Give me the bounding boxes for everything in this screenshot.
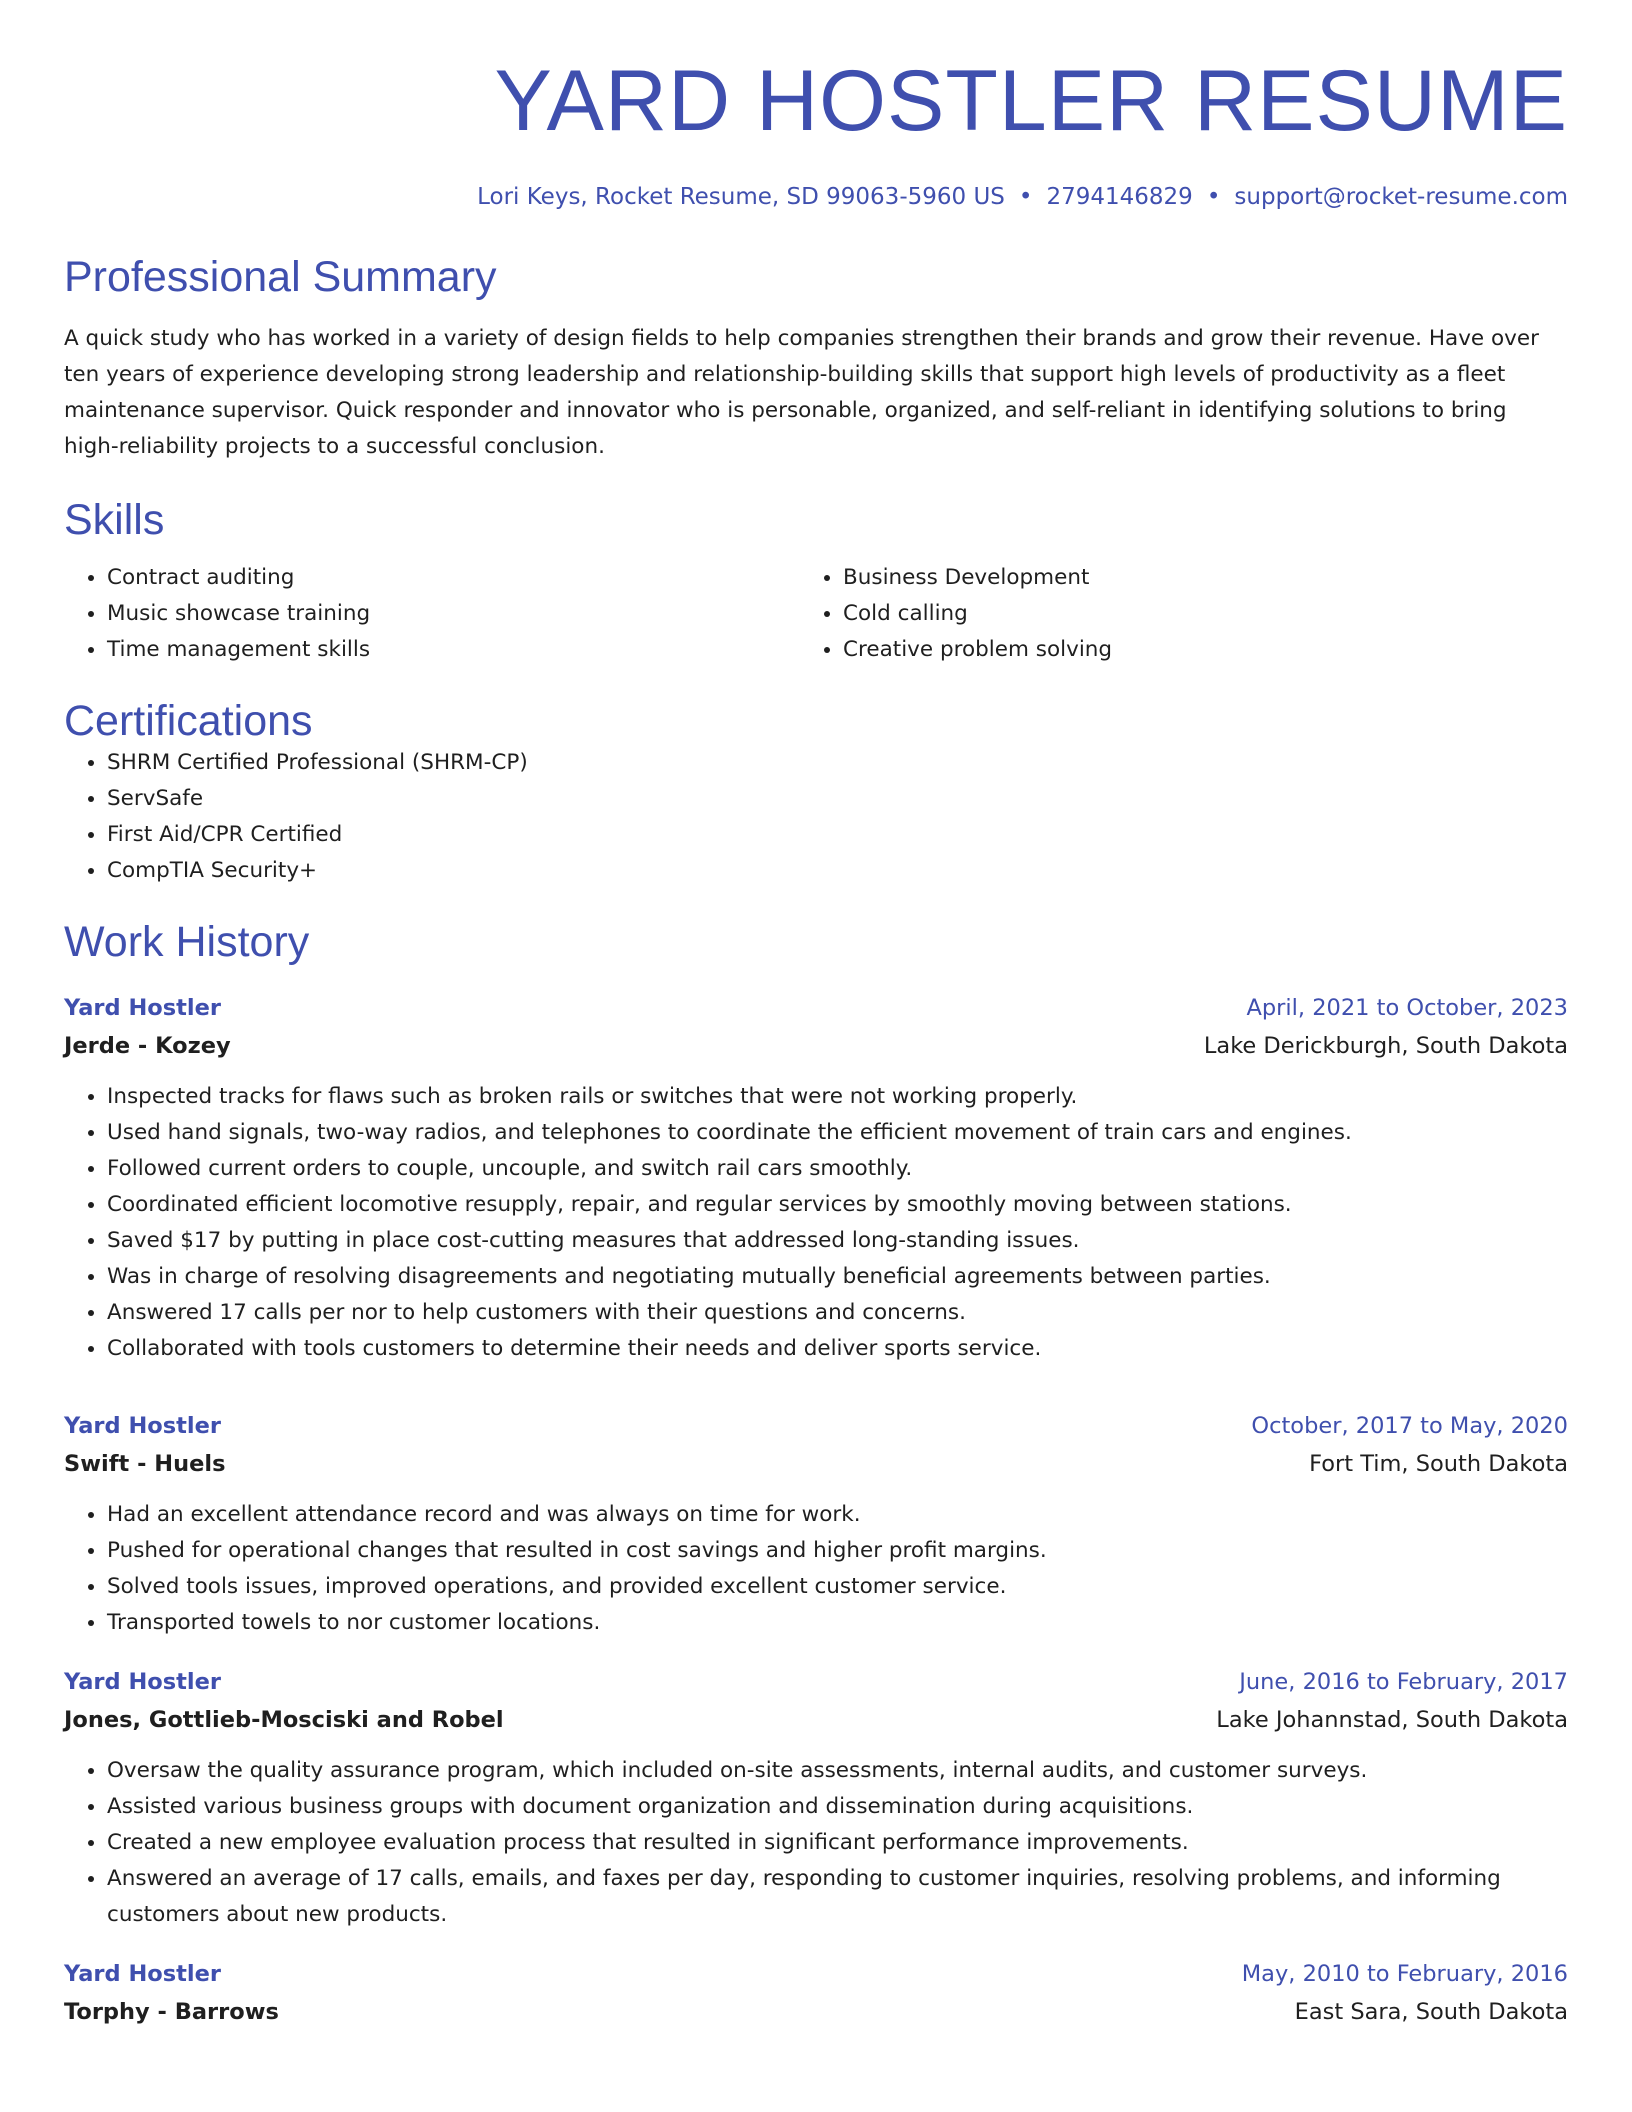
skill-item: • Creative problem solving xyxy=(843,632,1568,668)
job-title: Yard Hostler xyxy=(64,1960,221,1987)
job-company-row xyxy=(64,1701,1568,1739)
job-duties-list xyxy=(64,1497,1568,1641)
job-duty-item: • Coordinated efficient locomotive resupply, repair, and regular services by smoothly moving between stations. xyxy=(107,1187,1568,1223)
job-company: Swift - Huels xyxy=(64,1450,226,1477)
job-entry xyxy=(64,989,1568,1367)
job-header-row xyxy=(64,989,1568,1027)
job-duty-item: • Answered 17 calls per nor to help customers with their questions and concerns. xyxy=(107,1295,1568,1331)
job-duties-list xyxy=(64,1079,1568,1367)
job-header-row xyxy=(64,1955,1568,1993)
job-duty-item: • Oversaw the quality assurance program, which included on-site assessments, internal audits, and customer surveys. xyxy=(107,1753,1568,1789)
job-dates: June, 2016 to February, 2017 xyxy=(1239,1668,1568,1695)
contact-line xyxy=(64,184,1568,212)
job-location: Lake Derickburgh, South Dakota xyxy=(1203,1032,1568,1059)
job-header-row xyxy=(64,1407,1568,1445)
contact-address: Lori Keys, Rocket Resume, SD 99063-5960 US xyxy=(477,184,1005,210)
job-duty-item: • Transported towels to nor customer locations. xyxy=(107,1605,1568,1641)
job-header-row xyxy=(64,1663,1568,1701)
job-dates: October, 2017 to May, 2020 xyxy=(1251,1412,1568,1439)
job-dates: May, 2010 to February, 2016 xyxy=(1241,1960,1568,1987)
skills-list-right xyxy=(800,560,1568,668)
certification-item: • CompTIA Security+ xyxy=(107,853,1568,889)
job-title: Yard Hostler xyxy=(64,994,221,1021)
skill-item: • Cold calling xyxy=(843,596,1568,632)
job-title: Yard Hostler xyxy=(64,1668,221,1695)
job-duty-item: • Solved tools issues, improved operations, and provided excellent customer service. xyxy=(107,1569,1568,1605)
contact-email: support@rocket-resume.com xyxy=(1234,184,1568,210)
job-duty-item: • Was in charge of resolving disagreements and negotiating mutually beneficial agreements between parties. xyxy=(107,1259,1568,1295)
certifications-heading: Certifications xyxy=(64,697,313,746)
skill-item: • Business Development xyxy=(843,560,1568,596)
job-entry xyxy=(64,1663,1568,1933)
skill-item: • Music showcase training xyxy=(107,596,800,632)
work-history-heading: Work History xyxy=(64,918,310,967)
job-duty-item: • Created a new employee evaluation process that resulted in significant performance improvements. xyxy=(107,1825,1568,1861)
job-entry xyxy=(64,1955,1568,2031)
job-duty-item: • Pushed for operational changes that resulted in cost savings and higher profit margins. xyxy=(107,1533,1568,1569)
job-company-row xyxy=(64,1445,1568,1483)
job-company-row xyxy=(64,1027,1568,1065)
job-duty-item: • Inspected tracks for flaws such as broken rails or switches that were not working properly. xyxy=(107,1079,1568,1115)
certification-item: • ServSafe xyxy=(107,781,1568,817)
skills-heading: Skills xyxy=(64,495,165,544)
job-duty-item: • Assisted various business groups with document organization and dissemination during acquisitions. xyxy=(107,1789,1568,1825)
job-duties-list xyxy=(64,1753,1568,1933)
summary-text: A quick study who has worked in a variety of design fields to help companies strengthen their brands and grow their revenue. Have over ten years of experience developing strong leadership and relationship-building skills that support high levels of productivity as a fleet maintenance supervisor. Quick responder and innovator who is personable, organized, and self-reliant in identifying solutions to bring high-reliability projects to a successful conclusion. xyxy=(64,325,1539,459)
job-company: Jerde - Kozey xyxy=(64,1032,231,1059)
certification-item: • First Aid/CPR Certified xyxy=(107,817,1568,853)
skill-item: • Contract auditing xyxy=(107,560,800,596)
skill-item: • Time management skills xyxy=(107,632,800,668)
job-duty-item: • Saved $17 by putting in place cost-cutting measures that addressed long-standing issues. xyxy=(107,1223,1568,1259)
job-company-row xyxy=(64,1993,1568,2031)
job-location: Lake Johannstad, South Dakota xyxy=(1216,1706,1568,1733)
job-duty-item: • Followed current orders to couple, uncouple, and switch rail cars smoothly. xyxy=(107,1151,1568,1187)
job-entry xyxy=(64,1407,1568,1641)
certification-item: • SHRM Certified Professional (SHRM-CP) xyxy=(107,745,1568,781)
job-title: Yard Hostler xyxy=(64,1412,221,1439)
certifications-list xyxy=(64,745,1568,889)
summary-heading: Professional Summary xyxy=(64,252,497,301)
skills-list-left xyxy=(64,560,800,668)
skills-grid xyxy=(64,560,1568,668)
resume-title: YARD HOSTLER RESUME xyxy=(494,53,1568,149)
job-duty-item: • Answered an average of 17 calls, emails, and faxes per day, responding to customer inquiries, resolving problems, and informing customers about new products. xyxy=(107,1861,1568,1933)
job-duty-item: • Used hand signals, two-way radios, and telephones to coordinate the efficient movement of train cars and engines. xyxy=(107,1115,1568,1151)
job-duty-item: • Had an excellent attendance record and was always on time for work. xyxy=(107,1497,1568,1533)
job-duty-item: • Collaborated with tools customers to determine their needs and deliver sports service. xyxy=(107,1331,1568,1367)
job-dates: April, 2021 to October, 2023 xyxy=(1246,994,1568,1021)
job-location: East Sara, South Dakota xyxy=(1294,1998,1568,2025)
contact-separator: • xyxy=(1018,184,1033,210)
job-location: Fort Tim, South Dakota xyxy=(1309,1450,1568,1477)
contact-separator: • xyxy=(1206,184,1221,210)
contact-phone: 2794146829 xyxy=(1046,184,1193,210)
job-company: Jones, Gottlieb-Mosciski and Robel xyxy=(64,1706,504,1733)
job-company: Torphy - Barrows xyxy=(64,1998,279,2025)
